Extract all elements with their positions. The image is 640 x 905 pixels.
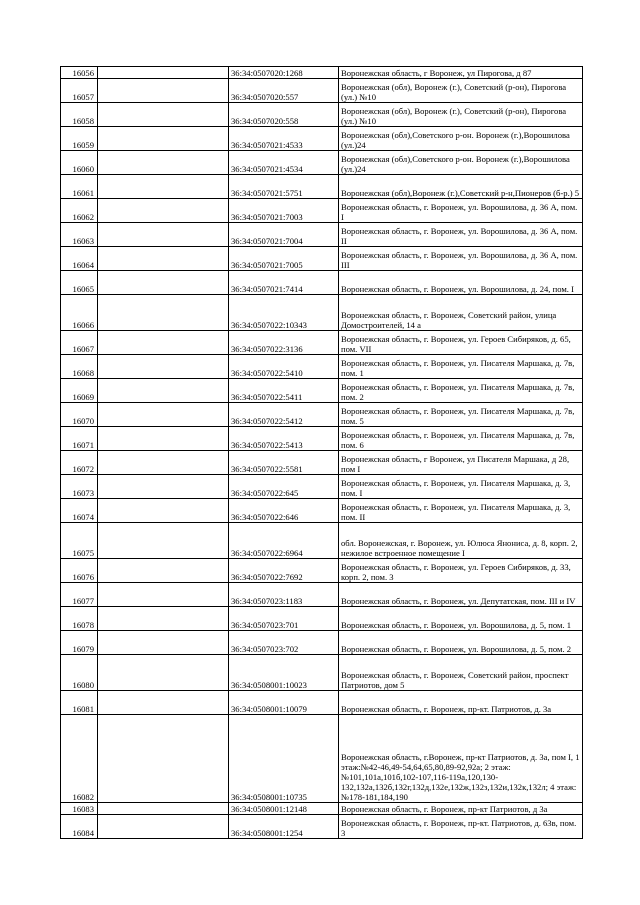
address: Воронежская область, г. Воронеж, Советский район, проспект Патриотов, дом 5 [339, 655, 583, 691]
table-row [61, 127, 583, 151]
empty-cell [98, 379, 229, 403]
cadastral-number: 36:34:0507022:10343 [229, 295, 339, 331]
row-number: 16081 [61, 691, 98, 715]
address: Воронежская область, г. Воронеж, пр-кт Патриотов, д 3а [339, 803, 583, 815]
empty-cell [98, 67, 229, 79]
address: Воронежская область, г. Воронеж, ул. Героев Сибиряков, д. 65, пом. VII [339, 331, 583, 355]
empty-cell [98, 499, 229, 523]
cadastral-number: 36:34:0507021:7414 [229, 271, 339, 295]
address: Воронежская область, г. Воронеж, пр-кт. Патриотов, д. 3а [339, 691, 583, 715]
row-number: 16060 [61, 151, 98, 175]
address: Воронежская область, г. Воронеж, ул. Депутатская, пом. III и IV [339, 583, 583, 607]
empty-cell [98, 175, 229, 199]
cadastral-number: 36:34:0507023:702 [229, 631, 339, 655]
row-number: 16072 [61, 451, 98, 475]
address: Воронежская область, г. Воронеж, ул. Ворошилова, д. 24, пом. I [339, 271, 583, 295]
row-number: 16068 [61, 355, 98, 379]
cadastral-number: 36:34:0507021:7003 [229, 199, 339, 223]
table-row [61, 691, 583, 715]
row-number: 16066 [61, 295, 98, 331]
address: Воронежская (обл),Воронеж (г.),Советский р-н,Пионеров (б-р.) 5 [339, 175, 583, 199]
empty-cell [98, 331, 229, 355]
address: Воронежская область, г. Воронеж, ул. Ворошилова, д. 36 А, пом. III [339, 247, 583, 271]
empty-cell [98, 607, 229, 631]
cadastral-number: 36:34:0507021:7005 [229, 247, 339, 271]
cadastral-number: 36:34:0507020:558 [229, 103, 339, 127]
empty-cell [98, 815, 229, 839]
address: Воронежская область, г. Воронеж, ул. Писателя Маршака, д. 7в, пом. 2 [339, 379, 583, 403]
row-number: 16058 [61, 103, 98, 127]
address: Воронежская область, г. Воронеж, ул. Писателя Маршака, д. 7в, пом. 5 [339, 403, 583, 427]
address: Воронежская (обл), Воронеж (г.), Советский (р-он), Пирогова (ул.) №10 [339, 103, 583, 127]
empty-cell [98, 103, 229, 127]
row-number: 16080 [61, 655, 98, 691]
table-row [61, 451, 583, 475]
table-row [61, 295, 583, 331]
table-row [61, 355, 583, 379]
address: Воронежская область, г. Воронеж, ул. Ворошилова, д. 5, пом. 2 [339, 631, 583, 655]
table-row [61, 151, 583, 175]
row-number: 16078 [61, 607, 98, 631]
cadastral-number: 36:34:0507022:7692 [229, 559, 339, 583]
cadastral-number: 36:34:0507022:5412 [229, 403, 339, 427]
table-row [61, 223, 583, 247]
cadastral-number: 36:34:0507022:5581 [229, 451, 339, 475]
row-number: 16069 [61, 379, 98, 403]
address: Воронежская область, г. Воронеж, ул. Писателя Маршака, д. 3, пом. II [339, 499, 583, 523]
address: Воронежская (обл),Советского р-он. Воронеж (г.),Ворошилова (ул.)24 [339, 127, 583, 151]
cadastral-number: 36:34:0507021:4534 [229, 151, 339, 175]
table-row [61, 559, 583, 583]
table-row [61, 815, 583, 839]
cadastral-number: 36:34:0507022:5410 [229, 355, 339, 379]
empty-cell [98, 803, 229, 815]
table-row [61, 199, 583, 223]
empty-cell [98, 427, 229, 451]
address: Воронежская область, г. Воронеж, ул. Писателя Маршака, д. 7в, пом. 6 [339, 427, 583, 451]
cadastral-number: 36:34:0507023:1183 [229, 583, 339, 607]
address: Воронежская область, г. Воронеж, ул. Ворошилова, д. 36 А, пом. II [339, 223, 583, 247]
table-row [61, 607, 583, 631]
cadastral-number: 36:34:0507021:7004 [229, 223, 339, 247]
empty-cell [98, 355, 229, 379]
table-row [61, 271, 583, 295]
row-number: 16064 [61, 247, 98, 271]
table-row [61, 175, 583, 199]
row-number: 16056 [61, 67, 98, 79]
empty-cell [98, 475, 229, 499]
empty-cell [98, 247, 229, 271]
table-row [61, 427, 583, 451]
empty-cell [98, 271, 229, 295]
row-number: 16065 [61, 271, 98, 295]
address: Воронежская область, г.Воронеж, пр-кт Патриотов, д. 3а, пом I, 1 этаж:№42-46,49-54,64,65,80,89-92,92а; 2 этаж:№101,101а,101б,102-107,116-119а,120,130-132,132а,132б,132г,132д,132е,132ж,132з,132и,132к,132л; 4 этаж:№178-181,184,190 [339, 715, 583, 803]
table-row [61, 583, 583, 607]
cadastral-number: 36:34:0508001:10023 [229, 655, 339, 691]
empty-cell [98, 151, 229, 175]
table-row [61, 715, 583, 803]
empty-cell [98, 583, 229, 607]
empty-cell [98, 451, 229, 475]
table-row [61, 523, 583, 559]
cadastral-number: 36:34:0507023:701 [229, 607, 339, 631]
empty-cell [98, 223, 229, 247]
address: Воронежская область, г Воронеж, ул Писателя Маршака, д 28, пом I [339, 451, 583, 475]
cadastral-number: 36:34:0507021:4533 [229, 127, 339, 151]
cadastral-number: 36:34:0508001:10735 [229, 715, 339, 803]
table-row [61, 247, 583, 271]
row-number: 16071 [61, 427, 98, 451]
cadastral-number: 36:34:0507020:1268 [229, 67, 339, 79]
empty-cell [98, 631, 229, 655]
table-row [61, 403, 583, 427]
empty-cell [98, 691, 229, 715]
cadastral-number: 36:34:0507021:5751 [229, 175, 339, 199]
row-number: 16084 [61, 815, 98, 839]
row-number: 16063 [61, 223, 98, 247]
row-number: 16057 [61, 79, 98, 103]
row-number: 16059 [61, 127, 98, 151]
empty-cell [98, 655, 229, 691]
cadastral-number: 36:34:0507022:5411 [229, 379, 339, 403]
empty-cell [98, 715, 229, 803]
cadastral-number: 36:34:0507022:5413 [229, 427, 339, 451]
address: Воронежская область, г. Воронеж, пр-кт. Патриотов, д. 63в, пом. 3 [339, 815, 583, 839]
cadastral-number: 36:34:0507022:645 [229, 475, 339, 499]
address: Воронежская область, г. Воронеж, ул. Героев Сибиряков, д. 33, корп. 2, пом. 3 [339, 559, 583, 583]
row-number: 16062 [61, 199, 98, 223]
row-number: 16067 [61, 331, 98, 355]
row-number: 16082 [61, 715, 98, 803]
address: Воронежская (обл),Советского р-он. Воронеж (г.),Ворошилова (ул.)24 [339, 151, 583, 175]
row-number: 16076 [61, 559, 98, 583]
table-row [61, 103, 583, 127]
table-row [61, 379, 583, 403]
cadastral-number: 36:34:0508001:10079 [229, 691, 339, 715]
address: Воронежская область, г. Воронеж, ул. Ворошилова, д. 36 А, пом. I [339, 199, 583, 223]
cadastral-number: 36:34:0507022:6964 [229, 523, 339, 559]
cadastral-number: 36:34:0507022:3136 [229, 331, 339, 355]
table-row [61, 67, 583, 79]
empty-cell [98, 199, 229, 223]
address: Воронежская область, г. Воронеж, ул. Писателя Маршака, д. 7в, пом. 1 [339, 355, 583, 379]
address: Воронежская область, г. Воронеж, ул. Писателя Маршака, д. 3, пом. I [339, 475, 583, 499]
address: Воронежская область, г. Воронеж, Советский район, улица Домостроителей, 14 а [339, 295, 583, 331]
cadastral-number: 36:34:0508001:12148 [229, 803, 339, 815]
empty-cell [98, 403, 229, 427]
row-number: 16073 [61, 475, 98, 499]
row-number: 16083 [61, 803, 98, 815]
table-row [61, 79, 583, 103]
cadastral-table [60, 66, 583, 839]
row-number: 16075 [61, 523, 98, 559]
table-row [61, 499, 583, 523]
empty-cell [98, 523, 229, 559]
table-row [61, 655, 583, 691]
table-row [61, 631, 583, 655]
row-number: 16079 [61, 631, 98, 655]
empty-cell [98, 559, 229, 583]
address: Воронежская область, г Воронеж, ул Пирогова, д 87 [339, 67, 583, 79]
address: Воронежская (обл), Воронеж (г.), Советский (р-он), Пирогова (ул.) №10 [339, 79, 583, 103]
row-number: 16070 [61, 403, 98, 427]
address: Воронежская область, г. Воронеж, ул. Ворошилова, д. 5, пом. 1 [339, 607, 583, 631]
cadastral-number: 36:34:0507022:646 [229, 499, 339, 523]
empty-cell [98, 295, 229, 331]
address: обл. Воронежская, г. Воронеж, ул. Юлюса Янониса, д. 8, корп. 2, нежилое встроенное помещение I [339, 523, 583, 559]
cadastral-number: 36:34:0507020:557 [229, 79, 339, 103]
table-row [61, 475, 583, 499]
row-number: 16061 [61, 175, 98, 199]
empty-cell [98, 79, 229, 103]
row-number: 16074 [61, 499, 98, 523]
table-row [61, 803, 583, 815]
empty-cell [98, 127, 229, 151]
table-row [61, 331, 583, 355]
row-number: 16077 [61, 583, 98, 607]
table-body [61, 67, 583, 839]
cadastral-number: 36:34:0508001:1254 [229, 815, 339, 839]
